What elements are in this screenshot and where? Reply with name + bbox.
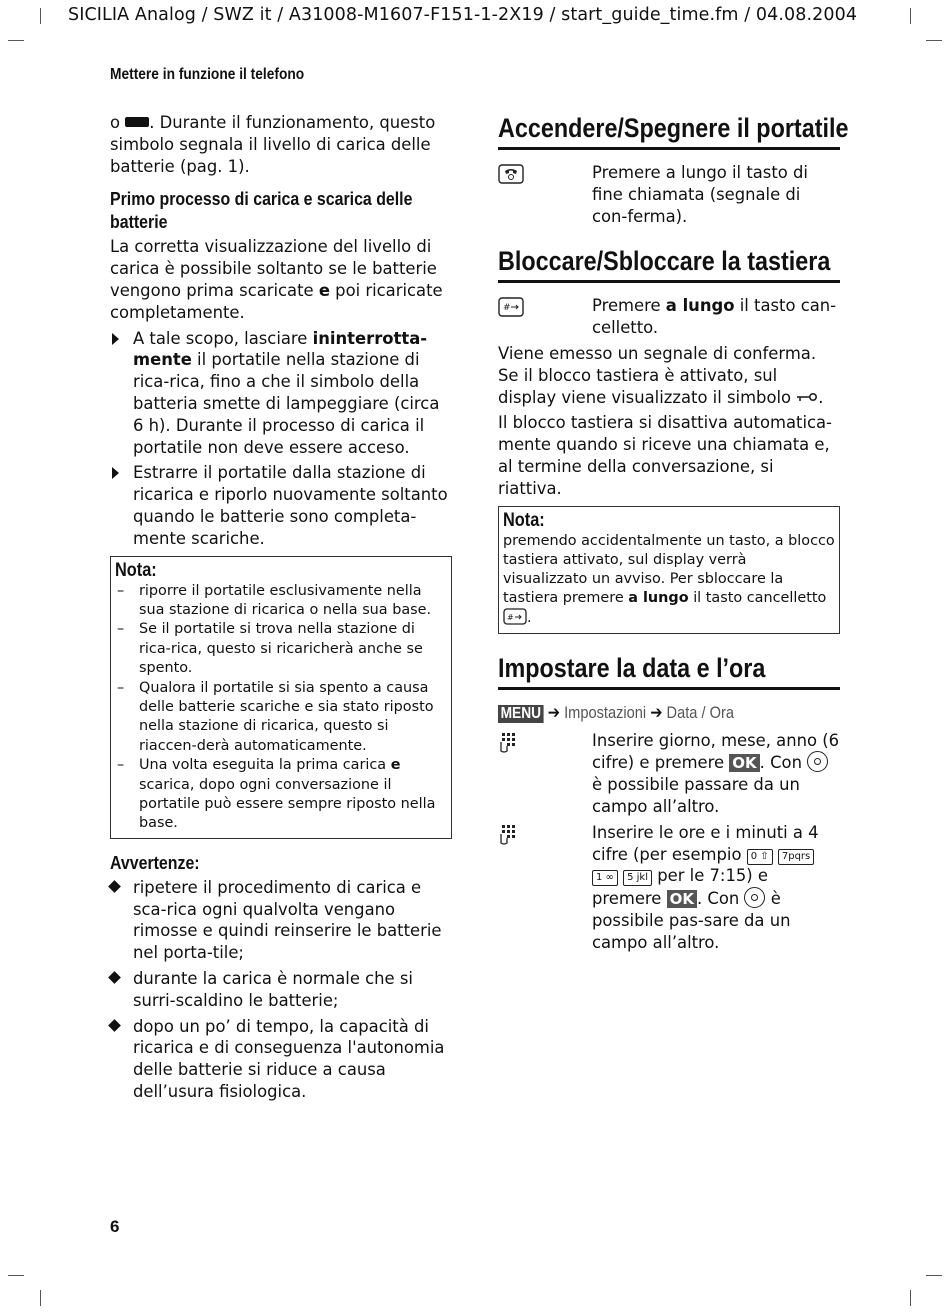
heading-power: Accendere/Spegnere il portatile [498, 113, 849, 143]
nav-key-icon [807, 751, 828, 772]
note-item: – Una volta eseguita la prima carica e scarica, dopo ogni conversazione il portatile può essere sempre riposto nella base. [117, 757, 436, 832]
note-item: – riporre il portatile esclusivamente nella sua stazione di ricarica o nella sua base. [117, 582, 432, 618]
note-title: Nota: [115, 559, 157, 581]
step-item: Estrarre il portatile dalla stazione di ricarica e riporlo nuovamente soltanto quando le batterie sono completa-mente scariche. [110, 462, 452, 549]
keypad-icon [498, 824, 518, 850]
running-head: Mettere in funzione il telefono [110, 66, 305, 83]
key-0: 0 ⇧ [747, 849, 773, 865]
note-text: premendo accidentalmente un tasto, a blocco tastiera attivato, sul display verrà visualizzato un avviso. Per sbloccare la tastiera premere a lungo il tasto cancelletto # . [503, 532, 835, 627]
right-column [498, 112, 849, 958]
note-title: Nota: [503, 509, 545, 531]
lock-instruction: # Premere a lungo il tasto can-celletto. [498, 295, 840, 339]
crop-mark [910, 8, 911, 24]
crop-mark [926, 40, 942, 41]
heading-date-time: Impostare la data e l’ora [498, 652, 766, 683]
date-instruction: Inserire giorno, mese, anno (6 cifre) e premere OK . Con è possibile passare da un campo all’altro. [498, 730, 840, 818]
arrow-bullet-icon [112, 333, 119, 345]
diamond-bullet-icon [108, 880, 121, 893]
crop-mark [8, 40, 24, 41]
crop-mark [910, 1290, 911, 1306]
diamond-bullet-icon [108, 971, 121, 984]
battery-icon [125, 117, 149, 127]
menu-path: MENU ➔ Impostazioni ➔ Data / Ora [498, 702, 792, 724]
end-call-key-icon [498, 164, 524, 188]
step-item: A tale scopo, lasciare ininterrotta-mente il portatile nella stazione di rica-rica, fino a che il simbolo della batteria smette di lampeggiare (circa 6 h). Durante il processo di carica il portatile non deve essere acceso. [110, 328, 452, 459]
lock-paragraph: Viene emesso un segnale di conferma. Se il blocco tastiera è attivato, sul display viene visualizzato il simbolo . [498, 343, 824, 407]
heading-rule [498, 147, 840, 150]
document-meta: SICILIA Analog / SWZ it / A31008-M1607-F151-1-2X19 / start_guide_time.fm / 04.08.2004 [68, 5, 858, 25]
intro-paragraph: o . Durante il funzionamento, questo simbolo segnala il livello di carica delle batterie (pag. 1). [110, 113, 436, 176]
power-instruction: Premere a lungo il tasto di fine chiamata (segnale di con-ferma). [498, 162, 840, 227]
arrow-bullet-icon [112, 467, 119, 479]
menu-key: MENU [498, 705, 544, 723]
key-lock-icon [796, 388, 818, 407]
heading-lock: Bloccare/Sbloccare la tastiera [498, 246, 831, 277]
warning-item: durante la carica è normale che si surri-scaldino le batterie; [110, 968, 452, 1012]
diamond-bullet-icon [108, 1019, 121, 1032]
warning-item: dopo un po’ di tempo, la capacità di ricarica e di conseguenza l'autonomia delle batterie si riduce a causa dell’usura fisiologica. [110, 1016, 452, 1103]
page-number: 6 [110, 1217, 120, 1236]
crop-mark [40, 1290, 41, 1306]
crop-mark [926, 1275, 942, 1276]
hash-key-icon [498, 297, 524, 321]
ok-key: OK [729, 754, 759, 772]
charge-paragraph: La corretta visualizzazione del livello di carica è possibile soltanto se le batterie vengono prima scaricate e poi ricaricate completamente. [110, 237, 443, 322]
section-title-first-charge: Primo processo di carica e scarica delle batterie [110, 188, 413, 233]
warnings-title: Avvertenze: [110, 851, 200, 873]
key-5: 5 jkl [623, 870, 652, 886]
crop-mark [8, 1275, 24, 1276]
unlock-paragraph: Il blocco tastiera si disattiva automatica-mente quando si riceve una chiamata e, al termine della conversazione, si riattiva. [498, 413, 832, 498]
svg-text:#: # [507, 613, 514, 623]
crop-mark [40, 8, 41, 24]
note-item: – Qualora il portatile si sia spento a causa delle batterie scariche e sia stato riposto nella stazione di ricarica, questo si riaccen-derà automaticamente. [117, 679, 434, 754]
note-item: – Se il portatile si trova nella stazione di rica-rica, questo si ricaricherà anche se spento. [117, 621, 423, 677]
svg-text:#: # [503, 303, 511, 314]
hash-key-icon [503, 610, 527, 626]
keypad-icon [498, 732, 518, 758]
note-box [110, 556, 452, 839]
heading-rule [498, 280, 840, 283]
key-1: 1 ∞ [592, 870, 618, 886]
time-instruction: Inserire le ore e i minuti a 4 cifre (per esempio 0 ⇧ 7pqrs 1 ∞ 5 jkl per le 7:15) e premere OK . Con è possibile pas-sare da un campo all’altro. [498, 822, 840, 954]
nav-key-icon [744, 887, 765, 908]
warning-item: ripetere il procedimento di carica e sca-rica ogni qualvolta vengano rimosse e quindi reinserire le batterie nel porta-tile; [110, 877, 452, 964]
note-box [498, 506, 840, 634]
ok-key: OK [667, 890, 697, 908]
key-7: 7pqrs [778, 849, 814, 865]
left-column [110, 112, 452, 1107]
heading-rule [498, 687, 840, 690]
